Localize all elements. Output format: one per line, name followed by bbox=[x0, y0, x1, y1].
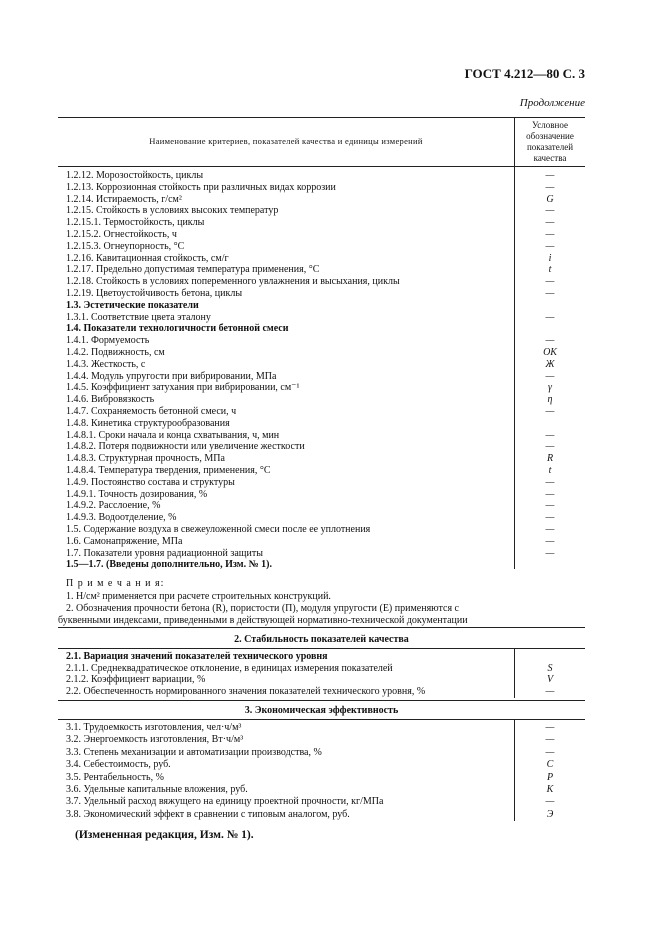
table-row-symbol: t bbox=[548, 264, 552, 276]
table-row-label: 1.4.9. Постоянство состава и структуры bbox=[66, 476, 235, 488]
table-row-symbol: С bbox=[546, 759, 554, 771]
table-row-label: 1.2.18. Стойкость в условиях попеременного увлажнения и высыхания, циклы bbox=[66, 276, 400, 288]
table-row-label: 1.4.8. Кинетика структурообразования bbox=[66, 417, 230, 429]
table-row-symbol: — bbox=[545, 181, 555, 193]
table-row-label: 1.2.15. Стойкость в условиях высоких температур bbox=[66, 205, 279, 217]
note-2-cont: буквенными индексами, приведенными в действующей нормативно-технической документации bbox=[58, 615, 468, 626]
table-row-label: 2.1. Вариация значений показателей технического уровня bbox=[66, 651, 328, 662]
table-row-label: 3.2. Энергоемкость изготовления, Вт·ч/м³ bbox=[66, 734, 244, 746]
table-row-symbol: — bbox=[545, 205, 555, 217]
table-row-label: 1.4. Показатели технологичности бетонной смеси bbox=[66, 323, 289, 335]
table-row-label: 1.4.6. Вибровязкость bbox=[66, 394, 155, 406]
table-row-label: 1.2.15.1. Термостойкость, циклы bbox=[66, 217, 205, 229]
table-row-symbol: — bbox=[545, 746, 555, 758]
table-row-symbol: К bbox=[546, 784, 554, 795]
table-row-symbol: — bbox=[545, 685, 555, 697]
page-header: ГОСТ 4.212—80 С. 3 bbox=[464, 66, 585, 81]
table-row-symbol: — bbox=[545, 170, 555, 181]
table-row-label: 1.4.4. Модуль упругости при вибрировании, МПа bbox=[66, 370, 277, 382]
table-row-label: 1.4.8.1. Сроки начала и конца схватывания, ч, мин bbox=[66, 429, 280, 441]
table-row-symbol: — bbox=[545, 276, 555, 288]
table-row-symbol: — bbox=[545, 535, 555, 547]
table-row-label: 1.5. Содержание воздуха в свежеуложенной смеси после ее уплотнения bbox=[66, 524, 371, 535]
table-row-symbol: — bbox=[545, 441, 555, 453]
table-row-label: 1.2.12. Морозостойкость, циклы bbox=[66, 170, 204, 181]
notes-title: П р и м е ч а н и я: bbox=[66, 578, 165, 589]
table-row-symbol: — bbox=[545, 524, 555, 535]
table-row-symbol: Р bbox=[546, 771, 554, 783]
table-row-symbol: — bbox=[545, 722, 555, 733]
table-row-label: 1.4.8.2. Потеря подвижности или увеличение жесткости bbox=[66, 441, 305, 453]
note-1: 1. Н/см² применяется при расчете строительных конструкций. bbox=[66, 591, 331, 602]
table-row-label: 1.3. Эстетические показатели bbox=[66, 299, 199, 311]
section3-rule bbox=[58, 719, 585, 720]
table-row-label: 1.7. Показатели уровня радиационной защиты bbox=[66, 547, 263, 559]
table-row-label: 2.1.2. Коэффициент вариации, % bbox=[66, 674, 206, 686]
table-row-symbol: — bbox=[545, 512, 555, 524]
table-row-label: 1.5—1.7. (Введены дополнительно, Изм. № 1). bbox=[66, 559, 272, 571]
section2-top-rule bbox=[58, 627, 585, 628]
table-row-symbol: — bbox=[545, 311, 555, 323]
table-row-label: 1.4.9.2. Расслоение, % bbox=[66, 500, 161, 512]
table-row-symbol: — bbox=[545, 370, 555, 382]
table-row-label: 1.2.17. Предельно допустимая температура применения, °С bbox=[66, 264, 320, 276]
table-row-symbol: — bbox=[545, 476, 555, 488]
table-row-label: 1.4.1. Формуемость bbox=[66, 335, 150, 347]
table-row-label: 1.4.8.4. Температура твердения, применения, °С bbox=[66, 465, 271, 476]
table-row-symbol: Э bbox=[546, 808, 554, 820]
table-row-label: 1.2.16. Кавитационная стойкость, см/г bbox=[66, 252, 229, 264]
section3-title: 3. Экономическая эффективность bbox=[244, 705, 399, 716]
table-row-symbol: — bbox=[545, 429, 555, 441]
table-row-label: 1.4.8.3. Структурная прочность, МПа bbox=[66, 453, 225, 465]
table-row-label: 1.4.9.3. Водоотделение, % bbox=[66, 512, 177, 524]
table-row-symbol: — bbox=[545, 288, 555, 299]
table-row-symbol: — bbox=[545, 217, 555, 229]
amendment-note: (Измененная редакция, Изм. № 1). bbox=[75, 829, 254, 841]
table-row-label: 1.2.15.3. Огнеупорность, °С bbox=[66, 240, 185, 252]
note-2: 2. Обозначения прочности бетона (R), пористости (П), модуля упругости (E) применяются с bbox=[66, 603, 459, 614]
table-row-label: 3.4. Себестоимость, руб. bbox=[66, 759, 171, 771]
table-row-label: 2.2. Обеспеченность нормированного значения показателей технического уровня, % bbox=[66, 685, 426, 697]
table-row-symbol: R bbox=[546, 453, 554, 465]
table-row-symbol: S bbox=[547, 662, 553, 674]
section3-top-rule bbox=[58, 700, 585, 701]
table-row-label: 1.3.1. Соответствие цвета эталону bbox=[66, 311, 211, 323]
continuation-label: Продолжение bbox=[519, 97, 585, 109]
table-row-symbol: γ bbox=[548, 382, 552, 394]
table-row-symbol: t bbox=[548, 465, 552, 476]
table-row-symbol: V bbox=[546, 674, 554, 686]
table-row-symbol: — bbox=[545, 406, 555, 417]
table-row-symbol: — bbox=[545, 547, 555, 559]
table-row-label: 1.4.5. Коэффициент затухания при вибрировании, см⁻¹ bbox=[66, 382, 300, 394]
table-row-label: 1.4.9.1. Точность дозирования, % bbox=[66, 488, 208, 500]
table-row-symbol: — bbox=[545, 229, 555, 240]
table-row-label: 3.5. Рентабельность, % bbox=[66, 771, 164, 783]
table-row-label: 3.7. Удельный расход вяжущего на единицу проектной прочности, кг/МПа bbox=[66, 796, 384, 808]
table-row-symbol: — bbox=[545, 500, 555, 512]
table-row-symbol: η bbox=[547, 394, 553, 406]
column-header-symbol: Условное обозначение показателей качества bbox=[526, 120, 574, 163]
table-row-label: 1.4.2. Подвижность, см bbox=[66, 347, 165, 358]
table-row-label: 1.6. Самонапряжение, МПа bbox=[66, 535, 183, 547]
section2-rule bbox=[58, 648, 585, 649]
table-row-label: 1.2.14. Истираемость, г/см² bbox=[66, 193, 182, 205]
table-row-label: 1.4.7. Сохраняемость бетонной смеси, ч bbox=[66, 406, 237, 417]
column-header-criteria: Наименование критериев, показателей качества и единицы измерений bbox=[149, 136, 423, 146]
table-row-symbol: ОК bbox=[543, 347, 557, 358]
table-row-symbol: — bbox=[545, 488, 555, 500]
section2-title: 2. Стабильность показателей качества bbox=[234, 634, 409, 645]
table-row-label: 3.1. Трудоемкость изготовления, чел·ч/м³ bbox=[66, 722, 242, 733]
table-row-symbol: G bbox=[546, 193, 554, 205]
table-row-label: 1.2.15.2. Огнестойкость, ч bbox=[66, 229, 177, 240]
table-row-label: 3.3. Степень механизации и автоматизации производства, % bbox=[66, 746, 322, 758]
table-row-symbol: — bbox=[545, 240, 555, 252]
table-row-label: 1.2.19. Цветоустойчивость бетона, циклы bbox=[66, 288, 243, 299]
table-row-label: 3.6. Удельные капитальные вложения, руб. bbox=[66, 784, 248, 795]
table-row-symbol: Ж bbox=[545, 358, 555, 370]
header-rule bbox=[58, 166, 585, 167]
table-row-label: 1.4.3. Жесткость, с bbox=[66, 358, 146, 370]
table-row-symbol: i bbox=[548, 252, 552, 264]
table-row-label: 2.1.1. Среднеквадратическое отклонение, в единицах измерения показателей bbox=[66, 662, 393, 674]
table-row-label: 3.8. Экономический эффект в сравнении с типовым аналогом, руб. bbox=[66, 808, 350, 820]
table-row-symbol: — bbox=[545, 796, 555, 808]
table-row-label: 1.2.13. Коррозионная стойкость при различных видах коррозии bbox=[66, 181, 336, 193]
table-row-symbol: — bbox=[545, 734, 555, 746]
table-row-symbol: — bbox=[545, 335, 555, 347]
